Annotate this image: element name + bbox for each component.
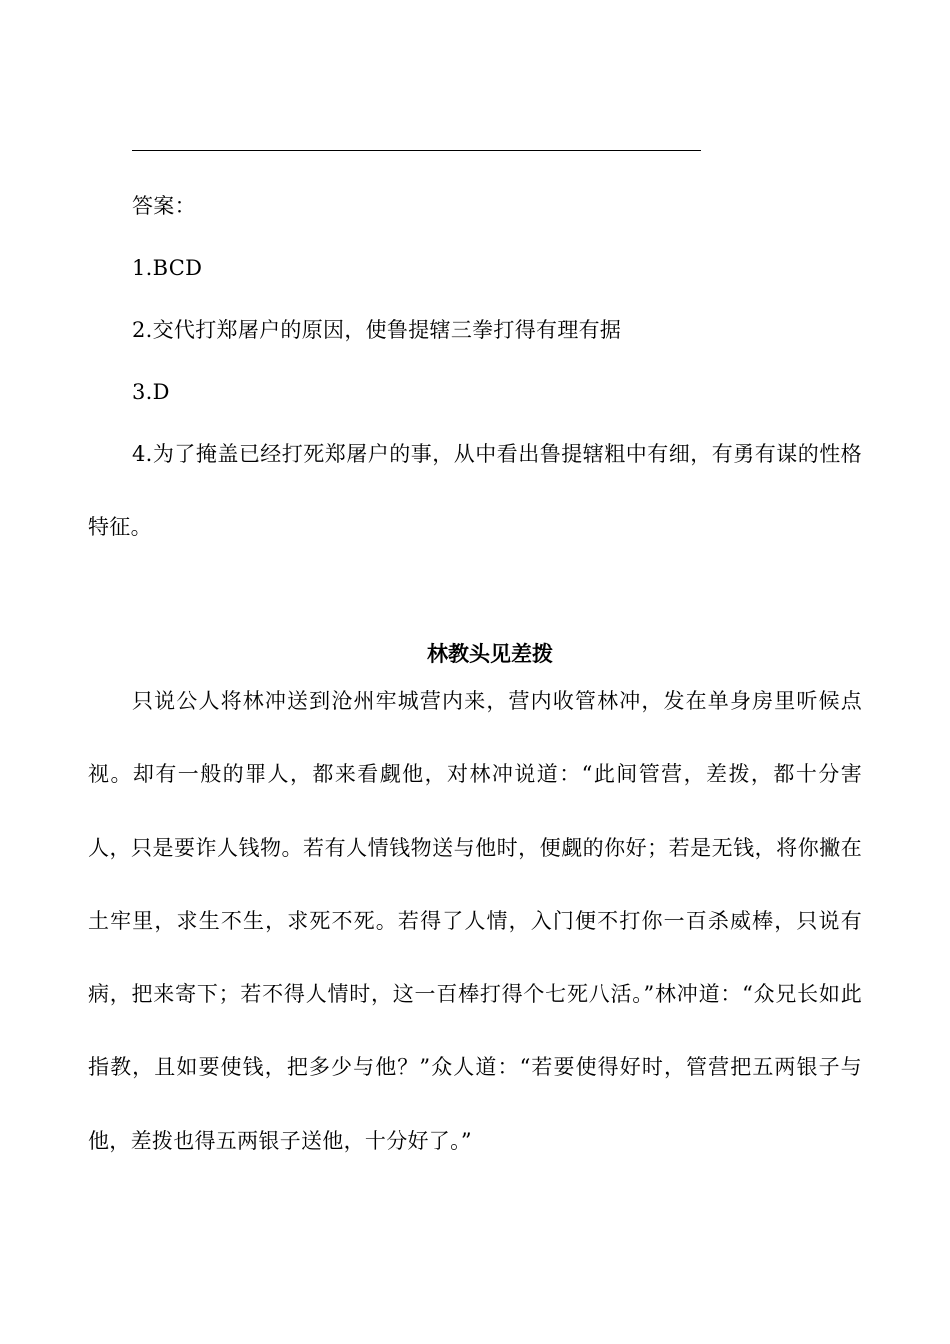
top-divider-line	[132, 150, 701, 151]
answer-4: 4.为了掩盖已经打死郑屠户的事，从中看出鲁提辖粗中有细，有勇有谋的性格特征。	[88, 442, 862, 539]
answer-2: 2.交代打郑屠户的原因，使鲁提辖三拳打得有理有据	[132, 318, 622, 342]
passage-body: 只说公人将林冲送到沧州牢城营内来，营内收管林冲，发在单身房里听候点视。却有一般的罪人，都来看觑他，对林冲说道：“此间管营，差拨，都十分害人，只是要诈人钱物。若有人情钱物送与他时，便觑的你好；若是无钱，将你撇在土牢里，求生不生，求死不死。若得了人情，入门便不打你一百杀威棒，只说有病，把来寄下；若不得人情时，这一百棒打得个七死八活。”林冲道：“众兄长如此指教，且如要使钱，把多少与他？”众人道：“若要使得好时，管营把五两银子与他，差拨也得五两银子送他，十分好了。”	[88, 689, 862, 1153]
answer-1: 1.BCD	[132, 256, 203, 280]
answer-3: 3.D	[132, 380, 170, 404]
answers-heading: 答案：	[132, 194, 196, 218]
passage-title: 林教头见差拨	[427, 642, 553, 666]
